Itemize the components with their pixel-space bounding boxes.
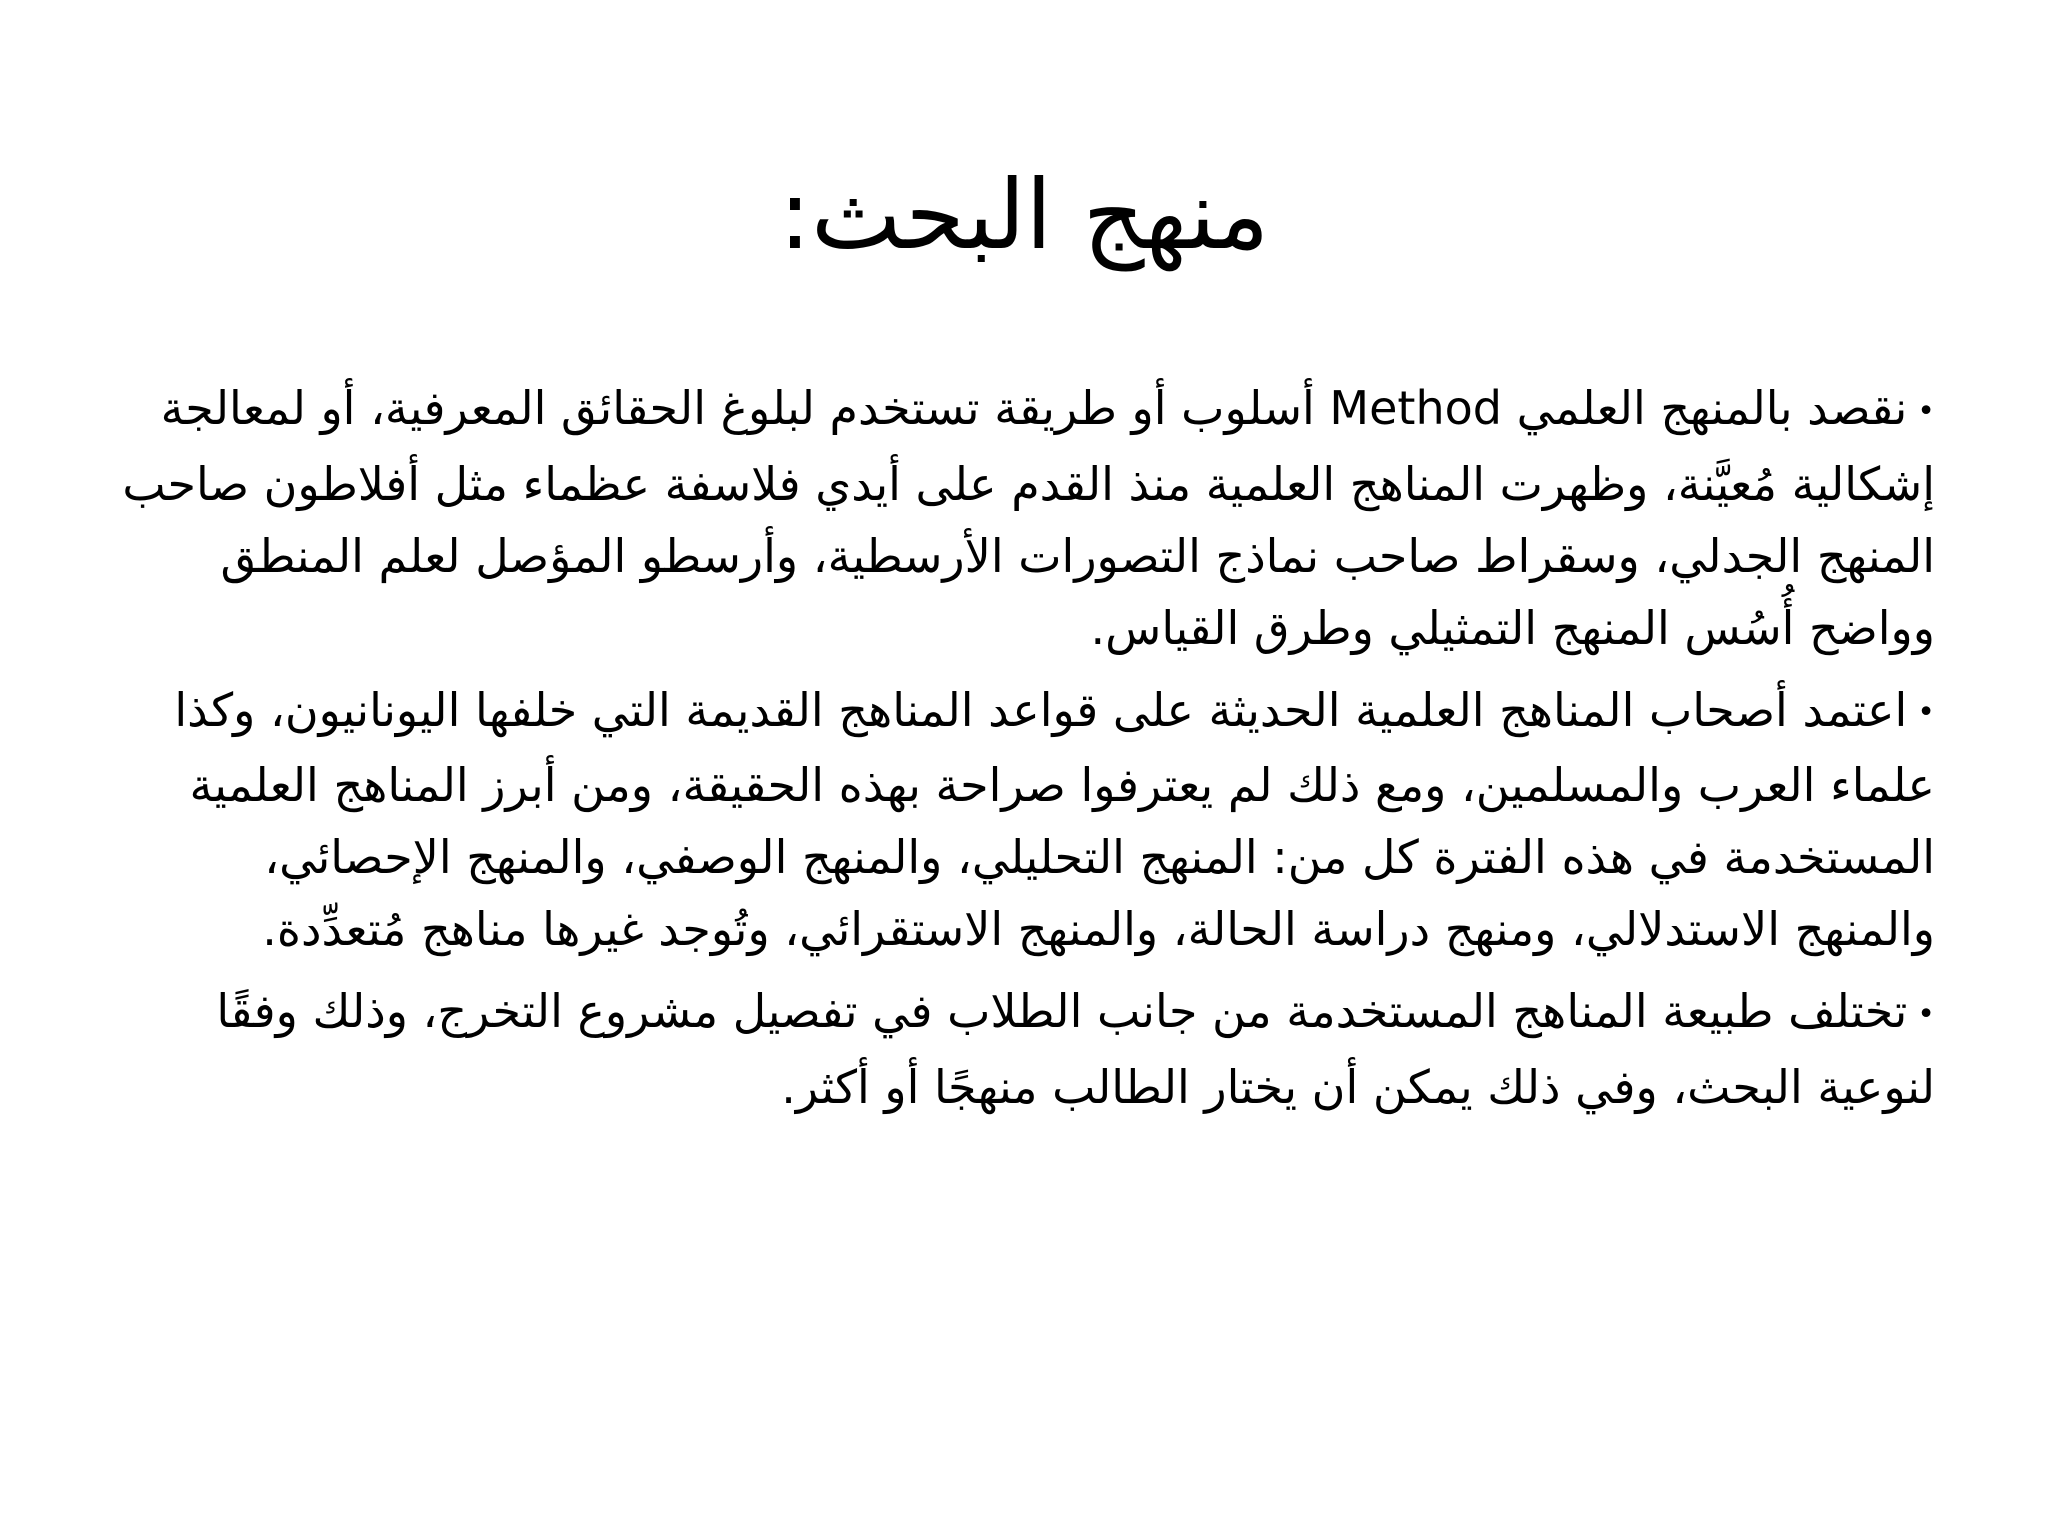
- bullet-dot-icon: •: [1917, 695, 1935, 730]
- bullet-item: [120, 674, 1935, 966]
- slide-body: [120, 372, 1935, 1133]
- bullet-text: نقصد بالمنهج العلمي Method أسلوب أو طريقة تستخدم لبلوغ الحقائق المعرفية، أو لمعالجة إشكالية مُعيَّنة، وظهرت المناهج العلمية منذ القدم على أيدي فلاسفة عظماء مثل أفلاطون صاحب المنهج الجدلي، وسقراط صاحب نماذج التصورات الأرسطية، وأرسطو المؤصل لعلم المنطق وواضح أُسُس المنهج التمثيلي وطرق القياس.: [122, 381, 1935, 655]
- slide-title: منهج البحث:: [778, 159, 1270, 271]
- bullet-item: [120, 975, 1935, 1123]
- bullet-text: تختلف طبيعة المناهج المستخدمة من جانب الطلاب في تفصيل مشروع التخرج، وذلك وفقًا لنوعية البحث، وفي ذلك يمكن أن يختار الطالب منهجًا أو أكثر.: [216, 984, 1935, 1114]
- bullet-item: [120, 372, 1935, 664]
- bullet-dot-icon: •: [1917, 996, 1935, 1032]
- bullet-text: اعتمد أصحاب المناهج العلمية الحديثة على قواعد المناهج القديمة التي خلفها اليونانيون، وكذا علماء العرب والمسلمين، ومع ذلك لم يعترفوا صراحة بهذه الحقيقة، ومن أبرز المناهج العلمية المستخدمة في هذه الفترة كل من: المنهج التحليلي، والمنهج الوصفي، والمنهج الإحصائي، والمنهج الاستدلالي، ومنهج دراسة الحالة، والمنهج الاستقرائي، وتُوجد غيرها مناهج مُتعدِّدة.: [174, 682, 1935, 956]
- bullet-dot-icon: •: [1917, 393, 1935, 429]
